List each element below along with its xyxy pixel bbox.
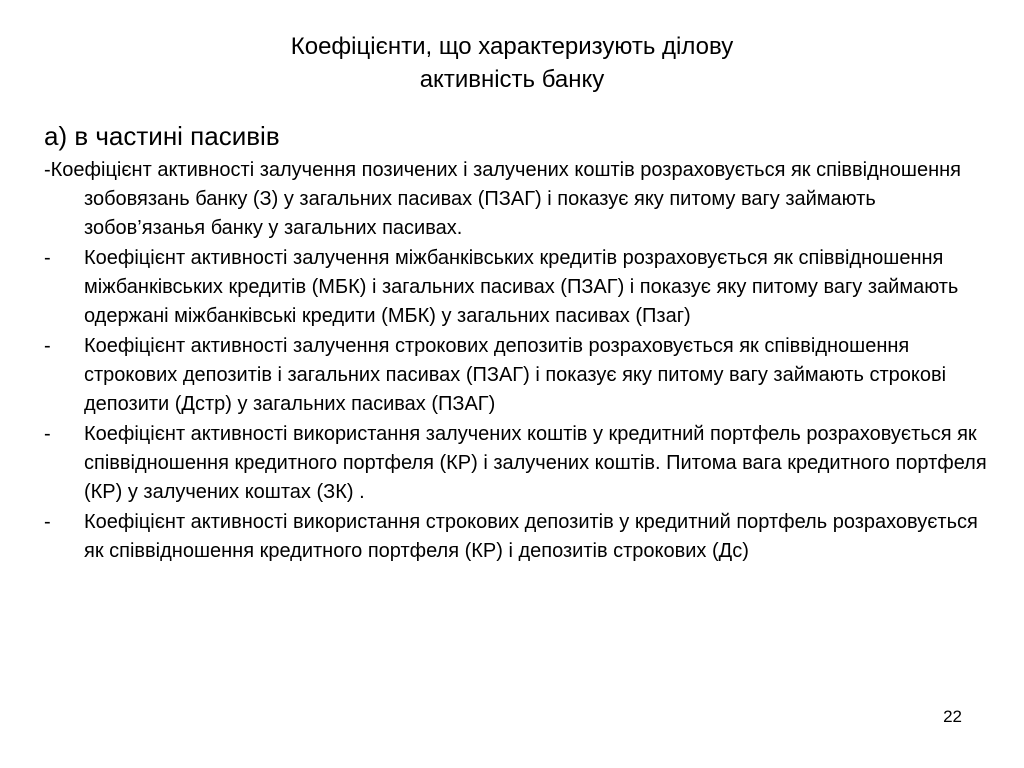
slide-content bbox=[44, 118, 994, 567]
list-item-text: Коефіцієнт активності залучення міжбанківських кредитів розраховується як співвідношення міжбанківських кредитів (МБК) і загальних пасивах (ПЗАГ) і показує яку питому вагу займають одержані міжбанківські кредити (МБК) у загальних пасивах (Пзаг) bbox=[84, 247, 959, 327]
slide-title-line-1: Коефіцієнти, що характеризують ділову bbox=[290, 33, 734, 60]
list-item-5 bbox=[44, 508, 994, 566]
subheading: а) в частині пасивів bbox=[44, 121, 280, 151]
page-number: 22 bbox=[943, 707, 962, 726]
list-bullet: - bbox=[44, 335, 51, 357]
list-item-text: Коефіцієнт активності використання залучених коштів у кредитний портфель розраховується як співвідношення кредитного портфеля (КР) і залучених коштів. Питома вага кредитного портфеля (КР) у залучених коштах (ЗК) . bbox=[84, 423, 987, 503]
list-bullet: - bbox=[44, 423, 51, 445]
slide-title bbox=[0, 30, 1024, 96]
list-item-4 bbox=[44, 420, 994, 507]
list-item-3 bbox=[44, 332, 994, 419]
list-item-text: Коефіцієнт активності залучення строкових депозитів розраховується як співвідношення строкових депозитів і загальних пасивах (ПЗАГ) і показує яку питому вагу займають строкові депозити (Дстр) у загальних пасивах (ПЗАГ) bbox=[84, 335, 947, 415]
list-item-text: -Коефіцієнт активності залучення позичених і залучених коштів розраховується як співвідношення зобовязань банку (З) у загальних пасивах (ПЗАГ) і показує яку питому вагу займають зобов’язанья банку у загальних пасивах. bbox=[44, 159, 962, 239]
list-bullet: - bbox=[44, 247, 51, 269]
list-item-1 bbox=[44, 156, 994, 243]
list-item-2 bbox=[44, 244, 994, 331]
list-item-text: Коефіцієнт активності використання строкових депозитів у кредитний портфель розраховується як співвідношення кредитного портфеля (КР) і депозитів строкових (Дс) bbox=[84, 511, 978, 562]
list-bullet: - bbox=[44, 511, 51, 533]
slide-title-line-2: активність банку bbox=[419, 66, 605, 93]
